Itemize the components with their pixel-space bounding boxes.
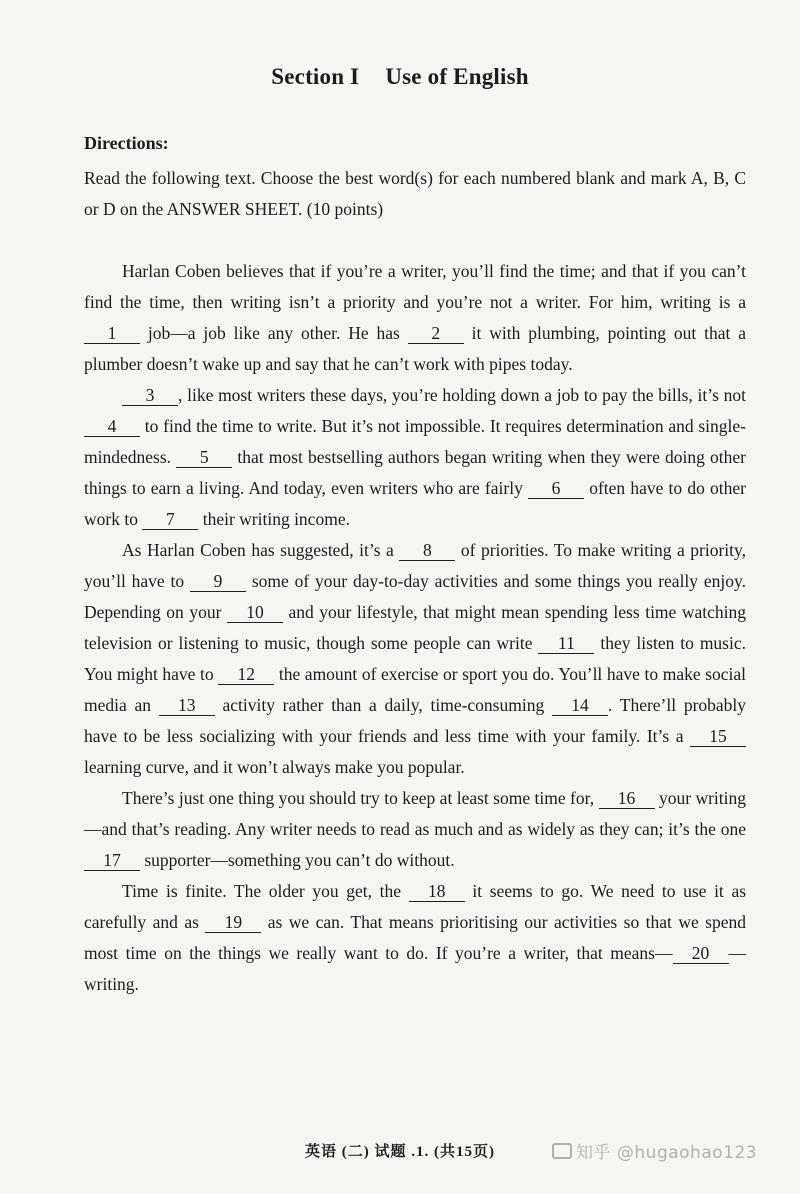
text-run: that most bestselling authors began writing when they were doing other things to earn a living. And today, even writers who are fairly — [84, 447, 747, 498]
text-run: supporter—something you can’t do without. — [144, 850, 455, 870]
page-footer: 英语 (二) 试题 .1. (共15页) — [305, 1144, 495, 1160]
text-run: Harlan Coben believes that if you’re a writer, you’ll find the time; and that if you can’t find the time, then writing isn’t a priority and you’re not a writer. For him, writing is a — [84, 261, 746, 312]
paragraph-4 — [84, 783, 746, 876]
blank-8: 8 — [399, 540, 455, 561]
watermark — [548, 1138, 757, 1163]
section-name: Use of English — [385, 64, 529, 89]
blank-9: 9 — [190, 571, 246, 592]
text-run: . There’ll probably have to be less socializing with your friends and less time with your family. It’s a — [84, 695, 747, 746]
blank-1: 1 — [84, 323, 140, 344]
text-run: Time is finite. The older you get, the — [122, 881, 402, 901]
text-run: it with plumbing, pointing out that a plumber doesn’t wake up and say that he can’t work with pipes today. — [84, 323, 747, 374]
blank-5: 5 — [176, 447, 232, 468]
text-run: —writing. — [84, 943, 746, 994]
section-label: Section I — [271, 64, 360, 89]
text-run: There’s just one thing you should try to keep at least some time for, — [122, 788, 595, 808]
text-run: they listen to music. You might have to — [84, 633, 746, 684]
text-run: to find the time to write. But it’s not impossible. It requires determination and single-mindedness. — [84, 416, 747, 467]
blank-4: 4 — [84, 416, 140, 437]
blank-19: 19 — [205, 912, 261, 933]
watermark-text: 知乎 @hugaohao123 — [576, 1143, 758, 1163]
text-run: and your lifestyle, that might mean spending less time watching television or listening to music, though some people can write — [84, 602, 746, 653]
directions-heading: Directions: — [84, 133, 169, 153]
text-run: often have to do other work to — [84, 478, 746, 529]
paragraph-3 — [84, 535, 746, 783]
text-run: the amount of exercise or sport you do. You’ll have to make social media an — [84, 664, 747, 715]
blank-15: 15 — [690, 726, 746, 747]
directions-text: Read the following text. Choose the best word(s) for each numbered blank and mark A, B, C or D on the ANSWER SHEET. (10 points) — [84, 168, 746, 219]
paragraph-5 — [84, 876, 746, 1000]
paragraph-2 — [84, 380, 746, 535]
blank-2: 2 — [408, 323, 464, 344]
text-run: learning curve, and it won’t always make you popular. — [84, 757, 465, 777]
passage — [84, 256, 746, 1000]
section-title — [0, 64, 800, 90]
blank-6: 6 — [528, 478, 584, 499]
blank-7: 7 — [142, 509, 198, 530]
blank-13: 13 — [159, 695, 215, 716]
blank-18: 18 — [409, 881, 465, 902]
blank-3: 3 — [122, 385, 178, 406]
blank-17: 17 — [84, 850, 140, 871]
blank-12: 12 — [218, 664, 274, 685]
blank-14: 14 — [552, 695, 608, 716]
text-run: As Harlan Coben has suggested, it’s a — [122, 540, 394, 560]
text-run: some of your day-to-day activities and some things you really enjoy. Depending on your — [84, 571, 747, 622]
text-run: it seems to go. We need to use it as carefully and as — [84, 881, 747, 932]
blank-11: 11 — [538, 633, 594, 654]
text-run: , like most writers these days, you’re holding down a job to pay the bills, it’s not — [178, 385, 746, 405]
blank-10: 10 — [227, 602, 283, 623]
text-run: of priorities. To make writing a priority, you’ll have to — [84, 540, 747, 591]
text-run: their writing income. — [202, 509, 350, 529]
blank-16: 16 — [599, 788, 655, 809]
text-run: your writing—and that’s reading. Any writer needs to read as much and as widely as they can; it’s the one — [84, 788, 747, 839]
paragraph-1 — [84, 256, 746, 380]
text-run: job—a job like any other. He has — [147, 323, 400, 343]
text-run: activity rather than a daily, time-consuming — [222, 695, 545, 715]
blank-20: 20 — [673, 943, 729, 964]
camera-icon — [552, 1143, 572, 1159]
text-run: as we can. That means prioritising our activities so that we spend most time on the things we really want to do. If you’re a writer, that means— — [84, 912, 746, 963]
